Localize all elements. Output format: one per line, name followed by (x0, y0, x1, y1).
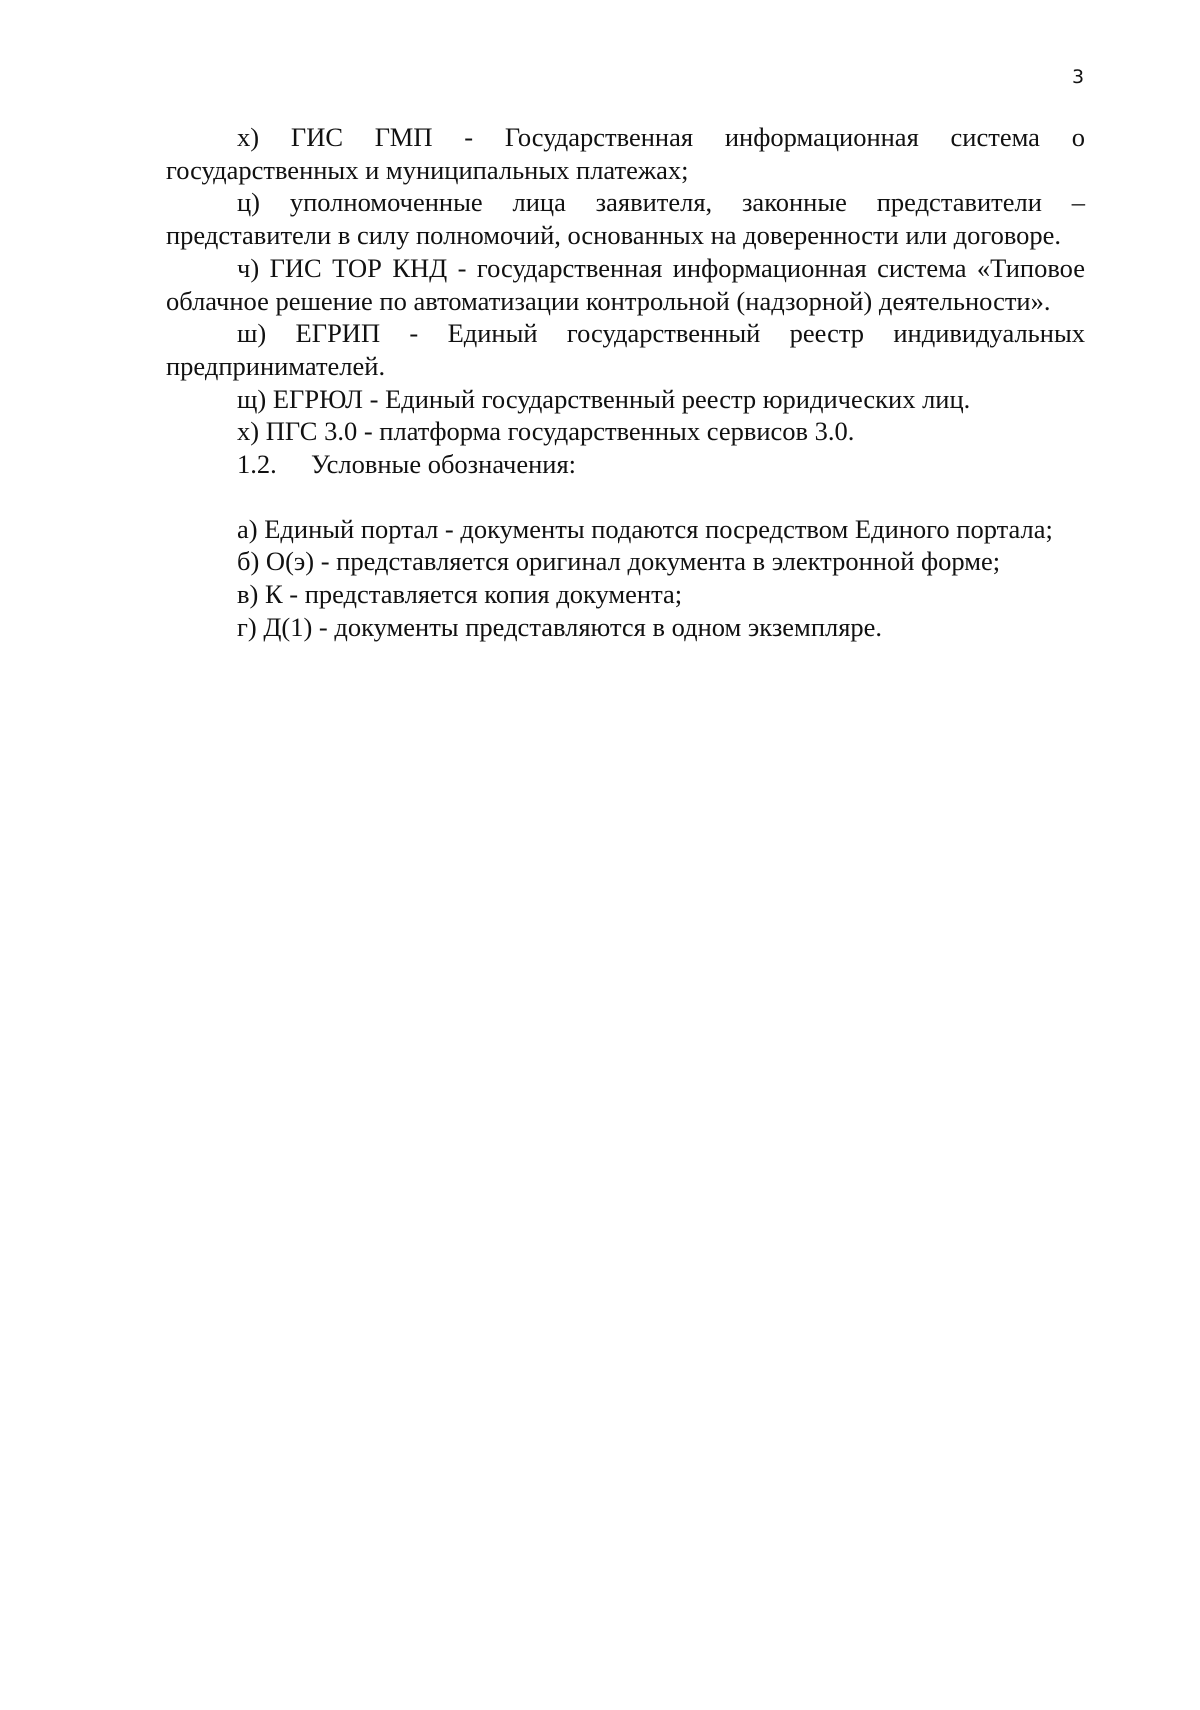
definition-item-representatives: ц) уполномоченные лица заявителя, законные представители – представители в силу полномочий, основанных на доверенности или договоре. (166, 187, 1085, 251)
definition-item-gis-gmp: х) ГИС ГМП - Государственная информационная система о государственных и муниципальных платежах; (166, 122, 1085, 185)
page-number: 3 (1072, 66, 1085, 88)
definition-item-egrip: ш) ЕГРИП - Единый государственный реестр индивидуальных предпринимателей. (166, 318, 1085, 381)
legend-item-copy: в) К - представляется копия документа; (237, 579, 683, 610)
section-number: 1.2. (237, 449, 277, 480)
definition-item-pgs: х) ПГС 3.0 - платформа государственных сервисов 3.0. (237, 416, 855, 447)
section-title: Условные обозначения: (311, 449, 577, 480)
legend-item-copies-count: г) Д(1) - документы представляются в одном экземпляре. (237, 611, 883, 642)
definition-item-egryul: щ) ЕГРЮЛ - Единый государственный реестр юридических лиц. (237, 383, 971, 414)
section-heading (166, 448, 1085, 481)
definition-item-gis-tor-knd: ч) ГИС ТОР КНД - государственная информационная система «Типовое облачное решение по автоматизации контрольной (надзорной) деятельности». (166, 252, 1085, 316)
document-body (166, 121, 1085, 644)
legend-item-original: б) О(э) - представляется оригинал документа в электронной форме; (237, 546, 1001, 577)
legend-item-portal: а) Единый портал - документы подаются посредством Единого портала; (237, 513, 1053, 544)
